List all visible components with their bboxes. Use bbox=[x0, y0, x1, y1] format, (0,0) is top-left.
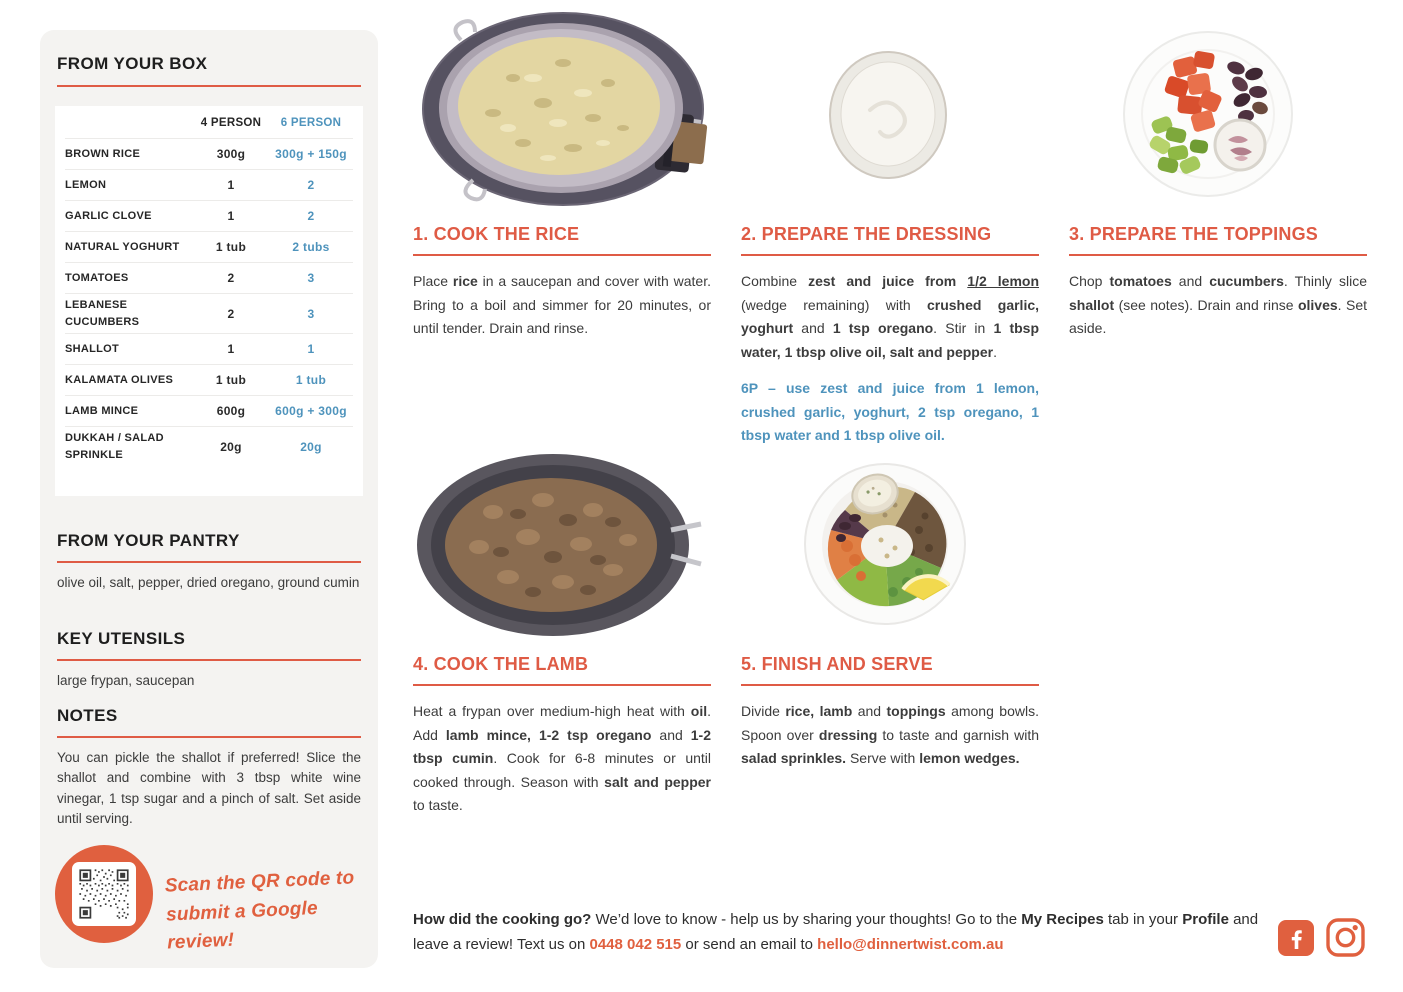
qty-6-person: 20g bbox=[300, 439, 322, 454]
ingredient-name: TOMATOES bbox=[65, 271, 129, 284]
divider bbox=[57, 736, 361, 738]
table-row bbox=[65, 138, 353, 169]
qty-4-person: 2 bbox=[227, 271, 235, 285]
table-row bbox=[65, 262, 353, 293]
qty-6-person: 3 bbox=[307, 306, 315, 321]
qty-4-person: 1 bbox=[227, 209, 235, 223]
from-your-pantry-title: FROM YOUR PANTRY bbox=[57, 531, 240, 550]
phone-number-link[interactable]: 0448 042 515 bbox=[589, 935, 682, 953]
step-title: 1. COOK THE RICE bbox=[413, 224, 580, 244]
ingredient-name: LEBANESE CUCUMBERS bbox=[65, 299, 140, 328]
ingredients-sidebar bbox=[40, 30, 378, 968]
ingredient-name: BROWN RICE bbox=[65, 147, 141, 160]
ingredient-name: LEMON bbox=[65, 178, 107, 191]
notes-text: You can pickle the shallot if preferred! Slice the shallot and combine with 3 tbsp white wine vinegar, 1 tsp sugar and a pinch of salt. Set aside until serving. bbox=[57, 750, 361, 826]
table-row bbox=[65, 395, 353, 426]
qty-6-person: 1 tub bbox=[295, 373, 327, 387]
table-row bbox=[65, 426, 353, 466]
rice-strainer-photo bbox=[413, 8, 711, 208]
ingredient-name: GARLIC CLOVE bbox=[65, 209, 152, 222]
col-4-person: 4 PERSON bbox=[200, 117, 262, 129]
table-row bbox=[65, 169, 353, 200]
ingredient-name: DUKKAH / SALAD SPRINKLE bbox=[65, 432, 164, 461]
qty-4-person: 1 bbox=[227, 342, 235, 356]
table-header-row bbox=[65, 108, 353, 138]
divider bbox=[741, 254, 1039, 256]
qty-4-person: 2 bbox=[227, 306, 235, 321]
qty-4-person: 20g bbox=[220, 439, 242, 454]
footer-feedback-note: How did the cooking go? We’d love to know - help us by sharing your thoughts! Go to the My Recipes tab in your Profile and leave a review! Text us on 0448 042 515 or send an email to hello@dinnertwist.com.au bbox=[413, 911, 1259, 953]
qty-6-person: 1 bbox=[307, 342, 315, 356]
qr-code-badge bbox=[55, 845, 153, 943]
toppings-plate-photo bbox=[1122, 30, 1294, 198]
step-2-prepare-the-dressing bbox=[741, 224, 1039, 448]
from-your-box-title: FROM YOUR BOX bbox=[57, 54, 208, 73]
key-utensils-title: KEY UTENSILS bbox=[57, 629, 186, 648]
step-1-cook-the-rice bbox=[413, 224, 711, 341]
step-instructions: Divide rice, lamb and toppings among bowls. Spoon over dressing to taste and garnish with salad sprinkles. Serve with lemon wedges. bbox=[741, 703, 1039, 767]
divider bbox=[413, 254, 711, 256]
qty-6-person: 600g + 300g bbox=[275, 404, 347, 418]
divider bbox=[57, 659, 361, 661]
qr-code-icon bbox=[72, 862, 136, 926]
step-title: 5. FINISH AND SERVE bbox=[741, 654, 933, 674]
table-row bbox=[65, 231, 353, 262]
divider bbox=[741, 684, 1039, 686]
qty-4-person: 1 bbox=[227, 178, 235, 192]
email-link[interactable]: hello@dinnertwist.com.au bbox=[817, 935, 1004, 953]
facebook-icon[interactable] bbox=[1278, 920, 1314, 956]
ingredient-name: NATURAL YOGHURT bbox=[65, 240, 180, 253]
qty-6-person: 2 bbox=[307, 178, 315, 192]
step-instructions: Chop tomatoes and cucumbers. Thinly slice shallot (see notes). Drain and rinse olives. Set aside. bbox=[1069, 273, 1367, 337]
table-body bbox=[65, 138, 353, 466]
lamb-frypan-photo bbox=[413, 452, 711, 638]
divider bbox=[413, 684, 711, 686]
ingredient-name: LAMB MINCE bbox=[65, 404, 139, 417]
ingredient-name: KALAMATA OLIVES bbox=[65, 373, 174, 386]
step-instructions: Place rice in a saucepan and cover with water. Bring to a boil and simmer for 20 minutes, or until tender. Drain and rinse. bbox=[413, 273, 711, 337]
qty-4-person: 600g bbox=[216, 404, 246, 418]
ingredient-name: SHALLOT bbox=[65, 342, 120, 355]
step-title: 2. PREPARE THE DRESSING bbox=[741, 224, 992, 244]
divider bbox=[57, 561, 361, 563]
qty-6-person: 3 bbox=[307, 271, 315, 285]
qty-4-person: 1 tub bbox=[215, 373, 247, 387]
pantry-text: olive oil, salt, pepper, dried oregano, ground cumin bbox=[57, 575, 360, 590]
step-4-cook-the-lamb bbox=[413, 654, 711, 818]
review-note: Scan the QR code to submit a Google review! bbox=[164, 867, 355, 954]
qty-6-person: 2 tubs bbox=[292, 240, 330, 254]
step-3-prepare-the-toppings bbox=[1069, 224, 1367, 341]
step-title: 4. COOK THE LAMB bbox=[413, 654, 589, 674]
step-instructions: Combine zest and juice from 1/2 lemon (wedge remaining) with crushed garlic, yoghurt and 1 tsp oregano. Stir in 1 tbsp water, 1 tbsp olive oil, salt and pepper. bbox=[741, 273, 1040, 360]
col-6-person: 6 PERSON bbox=[280, 117, 342, 129]
instagram-icon[interactable] bbox=[1325, 917, 1366, 958]
yoghurt-bowl-photo bbox=[828, 50, 948, 180]
divider bbox=[57, 85, 361, 87]
finished-bowl-photo bbox=[803, 460, 967, 626]
table-row bbox=[65, 293, 353, 333]
ingredients-table bbox=[55, 106, 363, 496]
step-instructions: Heat a frypan over medium-high heat with oil. Add lamb mince, 1-2 tsp oregano and 1-2 tbsp cumin. Cook for 6-8 minutes or until cooked through. Season with salt and pepper to taste. bbox=[413, 703, 711, 814]
table-row bbox=[65, 200, 353, 231]
qty-4-person: 300g bbox=[216, 147, 246, 161]
six-person-note: 6P – use zest and juice from 1 lemon, crushed garlic, yoghurt, 2 tsp oregano, 1 tbsp water and 1 tbsp olive oil. bbox=[741, 380, 1039, 444]
step-title: 3. PREPARE THE TOPPINGS bbox=[1069, 224, 1318, 244]
notes-title: NOTES bbox=[57, 706, 118, 725]
qty-6-person: 2 bbox=[307, 209, 315, 223]
table-row bbox=[65, 333, 353, 364]
qty-4-person: 1 tub bbox=[215, 240, 247, 254]
utensils-text: large frypan, saucepan bbox=[57, 673, 195, 688]
shallot-bowl bbox=[1215, 120, 1265, 170]
step-5-finish-and-serve bbox=[741, 654, 1039, 771]
table-row bbox=[65, 364, 353, 395]
qty-6-person: 300g + 150g bbox=[275, 147, 347, 161]
divider bbox=[1069, 254, 1367, 256]
